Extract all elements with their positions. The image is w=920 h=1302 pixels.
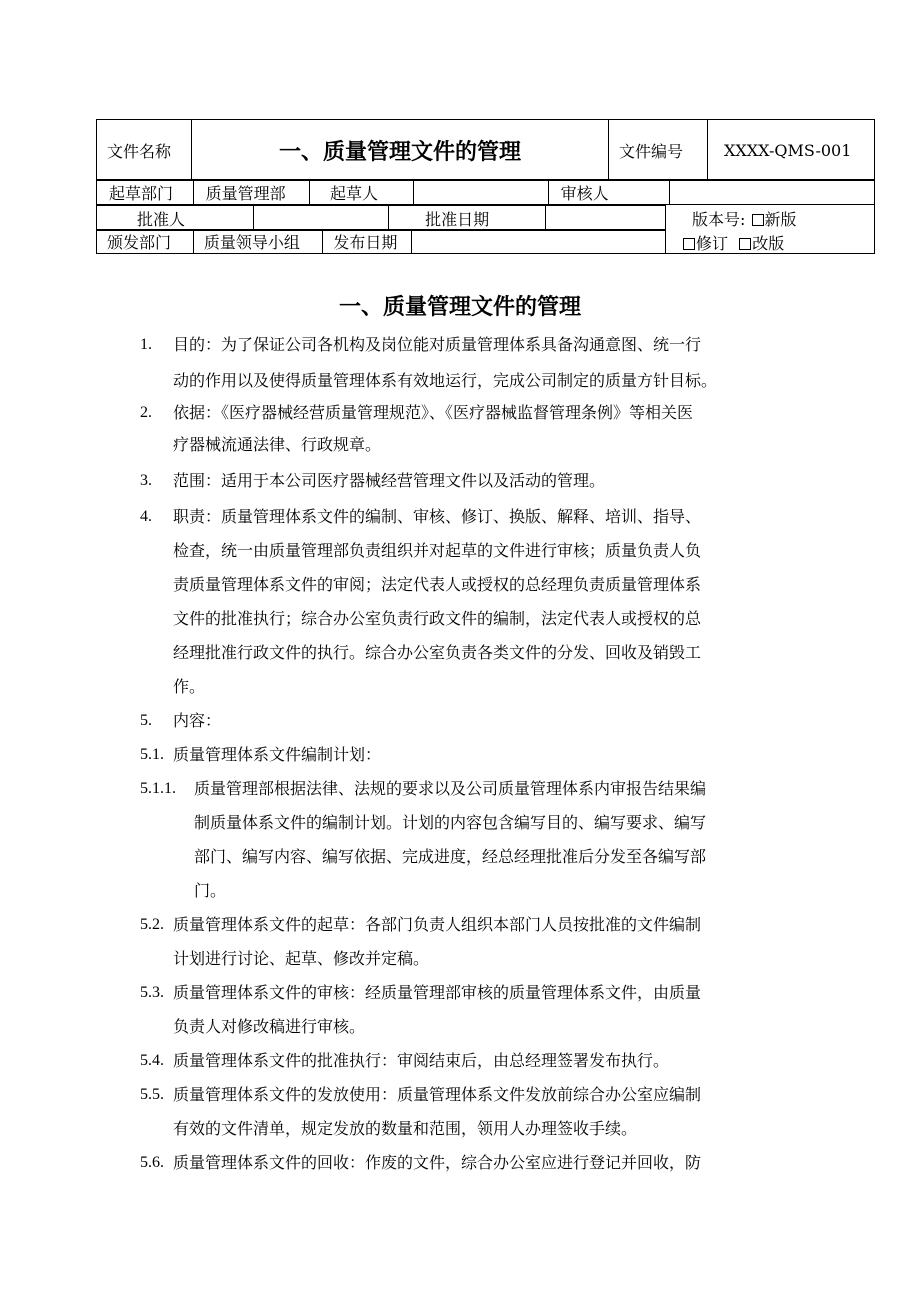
section-line: 负责人对修改稿进行审核。 bbox=[173, 1017, 366, 1036]
section-line: 质量管理体系文件的回收：作废的文件，综合办公室应进行登记并回收，防 bbox=[173, 1153, 702, 1172]
section-number: 5.3. bbox=[140, 984, 164, 1001]
section-line: 作。 bbox=[173, 677, 206, 696]
section-line: 质量管理体系文件的审核：经质量管理部审核的质量管理体系文件，由质量 bbox=[173, 983, 702, 1002]
section-line: 目的：为了保证公司各机构及岗位能对质量管理体系具备沟通意图、统一行 bbox=[173, 335, 702, 354]
section-number: 2. bbox=[140, 404, 152, 421]
section-line: 内容： bbox=[173, 711, 222, 730]
section-number: 1. bbox=[140, 336, 152, 353]
section-number: 5.5. bbox=[140, 1086, 164, 1103]
header-table-row2 bbox=[96, 179, 875, 205]
section-line: 经理批准行政文件的执行。综合办公室负责各类文件的分发、回收及销毁工 bbox=[173, 643, 702, 662]
draft-dept-value: 质量管理部 bbox=[193, 180, 309, 205]
section-number: 5.4. bbox=[140, 1052, 164, 1069]
section-line: 部门、编写内容、编写依据、完成进度，经总经理批准后分发至各编写部 bbox=[194, 847, 707, 866]
checkbox-revise[interactable] bbox=[683, 238, 695, 250]
section-number: 5.6. bbox=[140, 1154, 164, 1171]
section-number: 5. bbox=[140, 712, 152, 729]
draft-dept-label: 起草部门 bbox=[97, 180, 194, 205]
document-title: 一、质量管理文件的管理 bbox=[338, 294, 581, 320]
section-line: 有效的文件清单，规定发放的数量和范围，领用人办理签收手续。 bbox=[173, 1119, 638, 1138]
header-table-row1 bbox=[96, 119, 875, 181]
version-label: 版本号: bbox=[692, 210, 746, 229]
section-number: 5.1.1. bbox=[140, 780, 176, 797]
section-line: 质量管理体系文件的发放使用：质量管理体系文件发放前综合办公室应编制 bbox=[173, 1085, 702, 1104]
section-line: 质量管理部根据法律、法规的要求以及公司质量管理体系内审报告结果编 bbox=[194, 779, 707, 798]
section-number: 4. bbox=[140, 508, 152, 525]
section-line: 依据：《医疗器械经营质量管理规范》、《医疗器械监督管理条例》等相关医 bbox=[173, 403, 694, 422]
approver-value bbox=[254, 206, 389, 231]
approve-date-value bbox=[546, 206, 666, 231]
section-number: 5.1. bbox=[140, 746, 164, 763]
issue-dept-label: 颁发部门 bbox=[97, 230, 194, 254]
section-line: 计划进行讨论、起草、修改并定稿。 bbox=[173, 949, 430, 968]
checkbox-change[interactable] bbox=[739, 238, 751, 250]
version-opt-new: 新版 bbox=[764, 210, 797, 229]
section-line: 职责：质量管理体系文件的编制、审核、修订、换版、解释、培训、指导、 bbox=[173, 507, 702, 526]
section-line: 动的作用以及使得质量管理体系有效地运行，完成公司制定的质量方针目标。 bbox=[173, 371, 718, 390]
publish-date-label: 发布日期 bbox=[323, 230, 412, 254]
section-line: 文件的批准执行；综合办公室负责行政文件的编制，法定代表人或授权的总 bbox=[173, 609, 702, 628]
version-opt-change: 改版 bbox=[752, 234, 785, 253]
section-line: 质量管理体系文件的批准执行：审阅结束后，由总经理签署发布执行。 bbox=[173, 1051, 670, 1070]
section-line: 质量管理体系文件编制计划： bbox=[173, 745, 382, 764]
checkbox-new[interactable] bbox=[752, 214, 764, 226]
section-line: 质量管理体系文件的起草：各部门负责人组织本部门人员按批准的文件编制 bbox=[173, 915, 702, 934]
approve-date-label: 批准日期 bbox=[389, 206, 546, 231]
reviewer-label: 审核人 bbox=[548, 180, 670, 205]
section-line: 责质量管理体系文件的审阅；法定代表人或授权的总经理负责质量管理体系 bbox=[173, 575, 702, 594]
section-line: 疗器械流通法律、行政规章。 bbox=[173, 435, 382, 454]
header-table-row4 bbox=[96, 229, 666, 254]
drafter-value bbox=[414, 180, 548, 205]
section-line: 制质量体系文件的编制计划。计划的内容包含编写目的、编写要求、编写 bbox=[194, 813, 707, 832]
file-no-label: 文件编号 bbox=[609, 120, 708, 181]
drafter-label: 起草人 bbox=[310, 180, 414, 205]
header-table-row3 bbox=[96, 205, 666, 231]
section-number: 5.2. bbox=[140, 916, 164, 933]
version-opt-revise: 修订 bbox=[696, 234, 729, 253]
file-name-label: 文件名称 bbox=[97, 120, 192, 181]
section-line: 检查，统一由质量管理部负责组织并对起草的文件进行审核；质量负责人负 bbox=[173, 541, 702, 560]
file-name-value: 一、质量管理文件的管理 bbox=[192, 120, 609, 181]
section-line: 范围：适用于本公司医疗器械经营管理文件以及活动的管理。 bbox=[173, 471, 606, 490]
reviewer-value bbox=[670, 180, 875, 205]
approver-label: 批准人 bbox=[97, 206, 254, 231]
file-no-value: XXXX-QMS-001 bbox=[708, 120, 875, 181]
section-line: 门。 bbox=[194, 881, 227, 900]
publish-date-value bbox=[412, 230, 666, 254]
issue-dept-value: 质量领导小组 bbox=[193, 230, 323, 254]
section-number: 3. bbox=[140, 472, 152, 489]
version-cell bbox=[666, 205, 875, 254]
